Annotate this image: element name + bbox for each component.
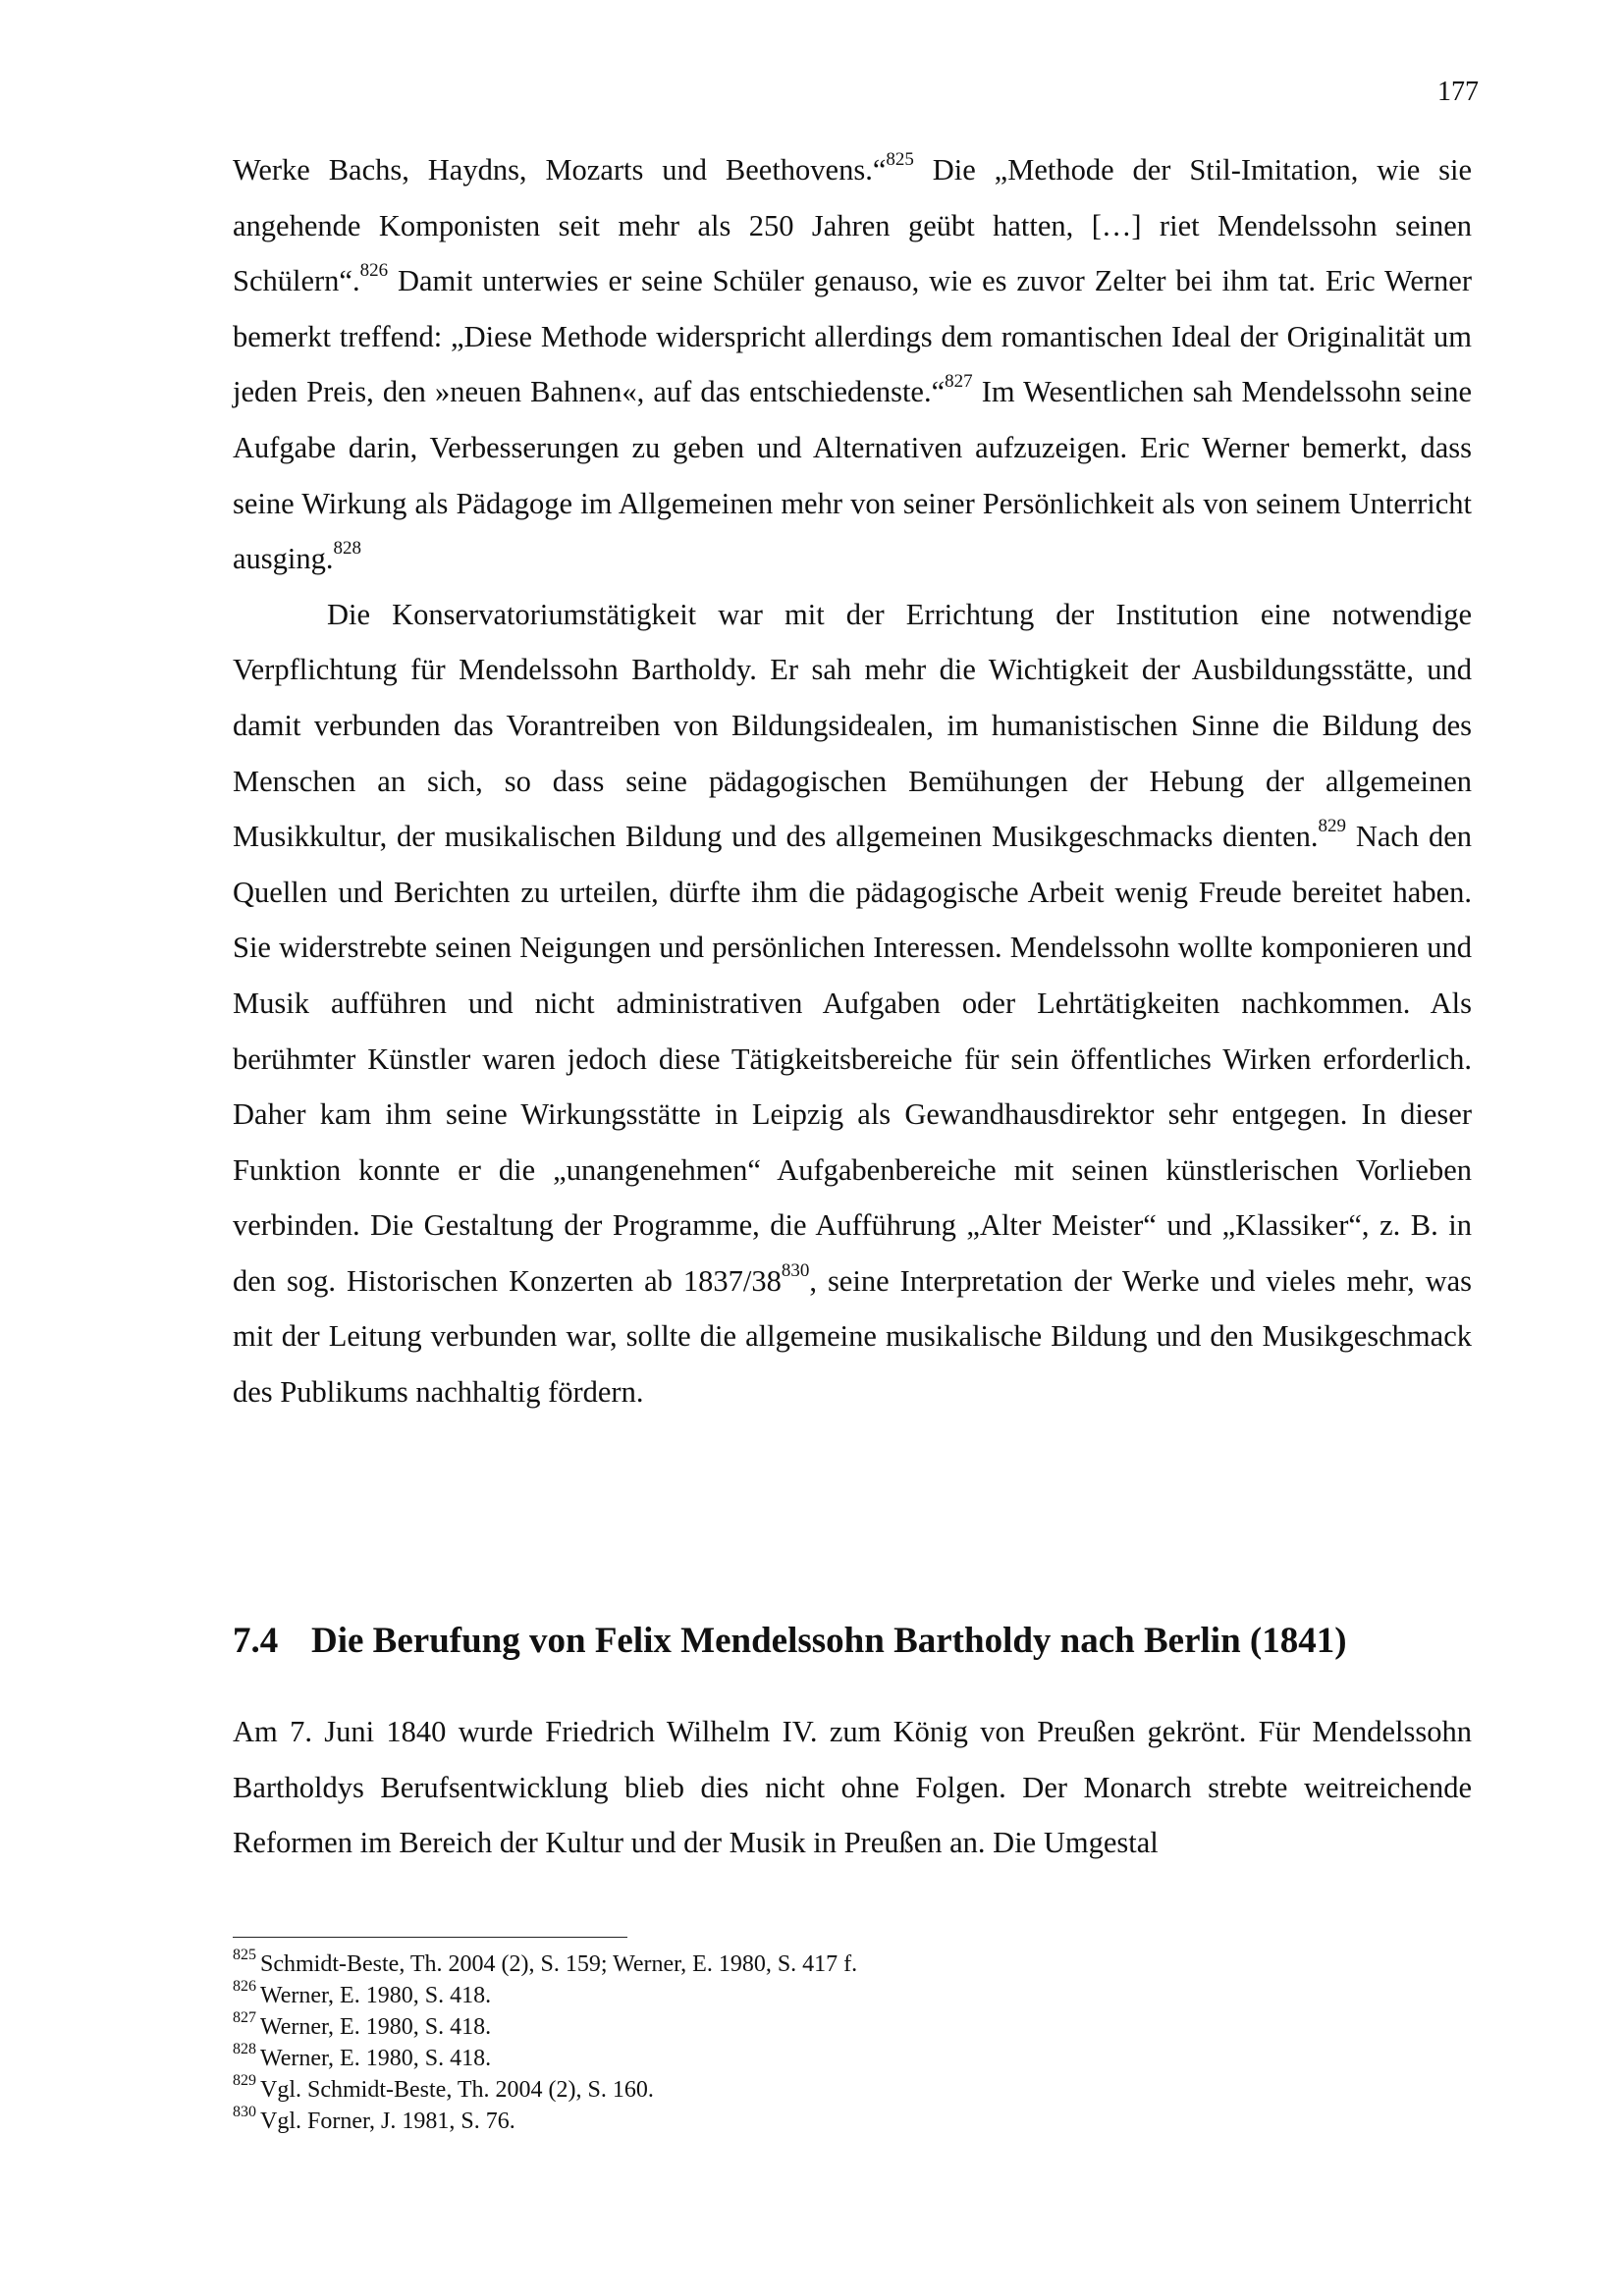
footnote-ref-826: 826 bbox=[359, 260, 389, 282]
footnote-ref-827: 827 bbox=[945, 371, 973, 393]
footnote-text: Werner, E. 1980, S. 418. bbox=[260, 2014, 492, 2040]
paragraph-text: Nach den Quellen und Berichten zu urteilen, dürfte ihm die pädagogische Arbeit wenig Freude bereitet haben. Sie widerstrebte seinen Neigungen und persönlichen Interessen. Mendelssohn wollte komponieren und Musik aufführen und nicht administrativen Aufgaben oder Lehrtätigkeiten nachkommen. Als berühmter Künstler waren jedoch diese Tätigkeitsbereiche für sein öffentliches Wirken erforderlich. Daher kam ihm seine Wirkungsstätte in Leipzig als Gewandhausdirektor sehr entgegen. In dieser Funktion konnte er die „unangenehmen“ Aufgabenbereiche mit seinen künstlerischen Vorlieben verbinden. Die Gestaltung der Programme, die Aufführung „Alter Meister“ und „Klassiker“, z. B. in den sog. Historischen Konzerten ab 1837/38 bbox=[233, 820, 1472, 1298]
footnote-ref-825: 825 bbox=[886, 148, 914, 170]
footnote-825 bbox=[233, 1949, 1472, 1980]
section-heading bbox=[233, 1620, 1472, 1663]
footnote-number: 828 bbox=[233, 2041, 256, 2057]
footnote-text: Vgl. Forner, J. 1981, S. 76. bbox=[260, 2109, 515, 2134]
footnote-separator bbox=[233, 1937, 627, 1938]
section-title: Die Berufung von Felix Mendelssohn Bartholdy nach Berlin (1841) bbox=[311, 1621, 1347, 1661]
paragraph-text: , seine Interpretation der Werke und vieles mehr, was mit der Leitung verbunden war, sollte die allgemeine musikalische Bildung und den Musikgeschmack des Publikums nachhaltig fördern. bbox=[233, 1263, 1472, 1410]
footnote-ref-830: 830 bbox=[781, 1259, 810, 1281]
paragraph-1 bbox=[233, 142, 1472, 587]
footnote-text: Vgl. Schmidt-Beste, Th. 2004 (2), S. 160. bbox=[260, 2077, 654, 2103]
section-number: 7.4 bbox=[233, 1621, 279, 1661]
footnote-number: 829 bbox=[233, 2072, 256, 2089]
footnote-number: 830 bbox=[233, 2104, 256, 2120]
footnote-829 bbox=[233, 2074, 1472, 2106]
footnote-number: 825 bbox=[233, 1947, 256, 1963]
footnote-number: 827 bbox=[233, 2009, 256, 2026]
section-text bbox=[233, 1704, 1472, 1871]
paragraph-text: Im Wesentlichen sah Mendelssohn seine Aufgabe darin, Verbesserungen zu geben und Alternativen aufzuzeigen. Eric Werner bemerkt, dass seine Wirkung als Pädagoge im Allgemeinen mehr von seiner Persönlichkeit als von seinem Unterricht ausging. bbox=[233, 375, 1472, 576]
footnote-827 bbox=[233, 2011, 1472, 2043]
paragraph-text: Die „Methode der Stil-Imitation, wie sie angehende Komponisten seit mehr als 250 Jahren geübt hatten, […] riet Mendelssohn seinen Schülern“. bbox=[233, 153, 1473, 298]
paragraph-text: Werke Bachs, Haydns, Mozarts und Beethovens.“ bbox=[233, 153, 887, 187]
footnote-ref-829: 829 bbox=[1318, 815, 1347, 836]
page-number: 177 bbox=[1437, 77, 1479, 107]
paragraph-text: Damit unterwies er seine Schüler genauso, wie es zuvor Zelter bei ihm tat. Eric Werner bemerkt treffend: „Diese Methode widerspricht allerdings dem romantischen Ideal der Originalität um jeden Preis, den »neuen Bahnen«, auf das entschiedenste.“ bbox=[233, 264, 1472, 409]
main-text bbox=[233, 142, 1472, 1420]
footnotes bbox=[233, 1949, 1472, 2137]
footnote-ref-828: 828 bbox=[333, 538, 362, 559]
footnote-830 bbox=[233, 2106, 1472, 2137]
footnote-826 bbox=[233, 1980, 1472, 2011]
footnote-text: Schmidt-Beste, Th. 2004 (2), S. 159; Werner, E. 1980, S. 417 f. bbox=[260, 1951, 858, 1977]
footnote-text: Werner, E. 1980, S. 418. bbox=[260, 2046, 492, 2071]
section-paragraph: Am 7. Juni 1840 wurde Friedrich Wilhelm IV. zum König von Preußen gekrönt. Für Mendelssohn Bartholdys Berufsentwicklung blieb dies nicht ohne Folgen. Der Monarch strebte weitreichende Reformen im Bereich der Kultur und der Musik in Preußen an. Die Umgestal bbox=[233, 1715, 1472, 1860]
footnote-828 bbox=[233, 2043, 1472, 2074]
paragraph-text: Die Konservatoriumstätigkeit war mit der Errichtung der Institution eine notwendige Verpflichtung für Mendelssohn Bartholdy. Er sah mehr die Wichtigkeit der Ausbildungsstätte, und damit verbunden das Vorantreiben von Bildungsidealen, im humanistischen Sinne die Bildung des Menschen an sich, so dass seine pädagogischen Bemühungen der Hebung der allgemeinen Musikkultur, der musikalischen Bildung und des allgemeinen Musikgeschmacks dienten. bbox=[233, 597, 1472, 854]
footnote-text: Werner, E. 1980, S. 418. bbox=[260, 1983, 492, 2008]
paragraph-2 bbox=[233, 587, 1472, 1420]
footnote-number: 826 bbox=[233, 1978, 256, 1995]
